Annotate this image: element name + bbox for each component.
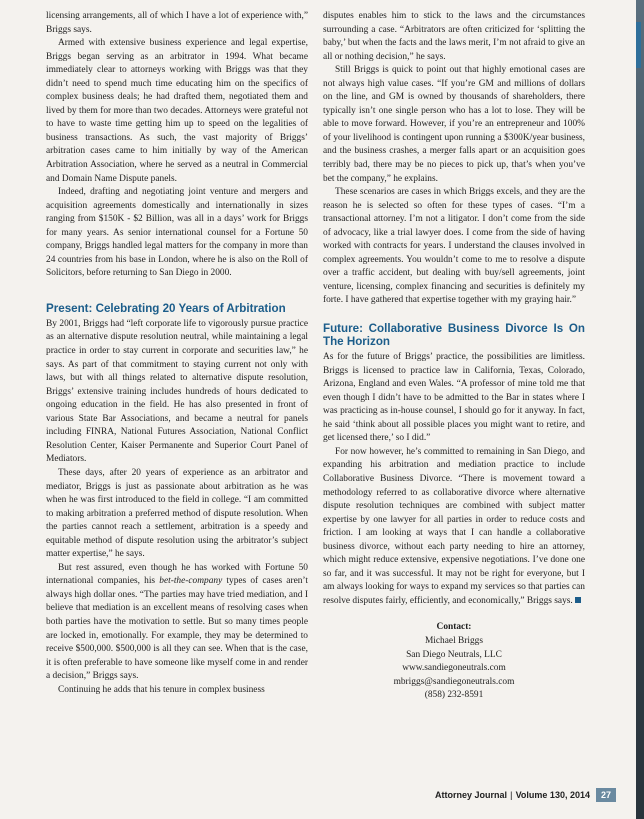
paragraph: As for the future of Briggs’ practice, the possibilities are limitless. Briggs is licensed to practice law in California, Texas, Colorado, Arizona, England and even Wales. “A professor of mine told me that even though I didn’t have to be admitted to the Bar in states where I was practicing as in-house counsel, I should go for it anyway. In fact, he said ‘think about all possible places you might want to retire, and get licensed there,’ so I did.” [323, 352, 585, 444]
page-edge-bar [636, 0, 644, 819]
journal-name: Attorney Journal [435, 790, 508, 800]
paragraph: licensing arrangements, all of which I have a lot of experience with,” Briggs says. [46, 11, 308, 35]
right-column [323, 10, 585, 703]
text-run: For now however, he’s committed to remaining in San Diego, and expanding his arbitration and mediation practice to include Collaborative Business Divorce. “There is movement toward a methodology referred to as collaborative divorce where alternative dispute resolution techniques are combined with subject matter expertise by one lawyer for all parties in order to reduce costs and friction. I am looking at ways that I can handle a collaborative business divorce, without each party needing to hire an attorney, which might reduce extensive, expensive negotiations. I’ve done one so far, and it was successful. It may not be right for everyone, but I am always looking for ways to expand my services so that parties can resolve disputes fairly, efficiently, and economically,” Briggs says. [323, 446, 585, 606]
contact-email: mbriggs@sandiegoneutrals.com [393, 676, 515, 687]
contact-phone: (858) 232-8591 [424, 690, 484, 701]
section-heading-future: Future: Collaborative Business Divorce Is On The Horizon [323, 322, 585, 349]
contact-block [323, 621, 585, 702]
paragraph [323, 446, 585, 609]
paragraph: These scenarios are cases in which Briggs excels, and they are the reason he is selected so often for these types of cases. “I’m a transactional attorney. I’m not a litigator. I don’t come from the side of advocacy, like a trial lawyer does. I come from the side of having worked with contracts for years. I understand the clauses involved in complex agreements. You wouldn’t come to me to resolve a dispute over a traffic accident, but dealing with buy/sell agreements, joint venture, licensing, complex financing and securities is definitely my forte. I have gathered that expertise together with my graying hair.” [323, 187, 585, 306]
page-number: 27 [596, 788, 616, 802]
paragraph: Armed with extensive business experience and legal expertise, Briggs began serving as an arbitrator in 1994. What became immediately clear to attorneys working with Briggs was that they didn’t need to spend much time educating him on the specifics of complex business deals; he had drafted them, negotiated them and lived by them for more than two decades. Attorneys were grateful not to have to waste time getting him up to speed on the legalities of business transactions. As such, the vast majority of Briggs’ arbitration cases came to him initially by way of the American Arbitration Association, where he served as a neutral in Commercial and Domain Name Dispute panels. [46, 38, 308, 184]
contact-label: Contact: [436, 622, 472, 633]
contact-website: www.sandiegoneutrals.com [402, 663, 506, 674]
footer-separator: | [510, 790, 513, 800]
paragraph [46, 562, 308, 684]
section-heading-present: Present: Celebrating 20 Years of Arbitration [46, 301, 286, 315]
paragraph: Indeed, drafting and negotiating joint venture and mergers and acquisition agreements domestically and internationally in sizes ranging from $150K - $2 Billion, was all in a days’ work for Briggs for many years. As senior international counsel for a Fortune 50 company, Briggs handled legal matters for the company in more than 24 countries from his base in London, where he is also on the Roll of Solicitors, before returning to San Diego in 2000. [46, 187, 308, 279]
end-mark-square-icon [575, 597, 581, 603]
text-run: But rest assured, even though he has worked with Fortune 50 international companies, his [46, 562, 308, 587]
paragraph: These days, after 20 years of experience as an arbitrator and mediator, Briggs is just as passionate about arbitration as he was when he was first introduced to the field in college. “I am committed to making arbitration a preferred method of dispute resolution. When the parties cannot reach a settlement, arbitration is a speedy and equitable method of dispute resolution using the arbitrator’s subject matter expertise,” he says. [46, 467, 308, 560]
paragraph: disputes enables him to stick to the laws and the circumstances surrounding a case. “Arbitrators are often criticized for ‘splitting the baby,’ but when the facts and the laws merit, I’m not afraid to give an all or nothing decision,” he says. [323, 11, 585, 62]
paragraph: Continuing he adds that his tenure in complex business [58, 684, 265, 695]
page-footer [435, 788, 616, 802]
left-column [46, 10, 308, 697]
text-run: types of cases aren’t always high dollar ones. “The parties may have tried mediation, and I believe that mediation is an excellent means of resolving cases when both parties have the motivation to settle. But so many times people are locked in, emotionally. For example, they may be determined to receive $500,000. $500,000 is all they can see. When that is the case, it is often preferable to have someone like myself come in and render a decision,” Briggs says. [46, 576, 308, 682]
contact-company: San Diego Neutrals, LLC [406, 649, 502, 660]
paragraph: Still Briggs is quick to point out that highly emotional cases are not always high value cases. “If you’re GM and millions of dollars on the line, and GM is owned by thousands of shareholders, there typically isn’t one single person who has a lot to lose. They will be able to move forward. However, if you’re an entrepreneur and 100% of your livelihood is contingent upon running a $300K/year business, and the business crashes, a merger falls apart or an acquisition goes terribly bad, there may be no pieces to pick up, that’s when you’ve bet the company,” he explains. [323, 65, 585, 184]
contact-name: Michael Briggs [424, 635, 484, 646]
page-edge-tab [636, 22, 641, 68]
journal-volume: Volume 130, 2014 [515, 790, 590, 800]
paragraph: By 2001, Briggs had “left corporate life to vigorously pursue practice as an alternative dispute resolution neutral, while maintaining a legal practice in order to stay current in corporate and securities law,” he says. As part of that commitment to staying current not only with laws, but with all things related to alternative dispute resolution, Briggs’ extensive training includes hundreds of hours dedicated to ongoing education in the field. He has also presented in front of various State Bar Associations, and became a neutral for panels including FINRA, National Futures Association, National Conflict Resolution Center, Kaiser Permanente and Superior Court Panel of Mediators. [46, 318, 308, 465]
emphasis-text: bet-the-company [159, 576, 223, 587]
